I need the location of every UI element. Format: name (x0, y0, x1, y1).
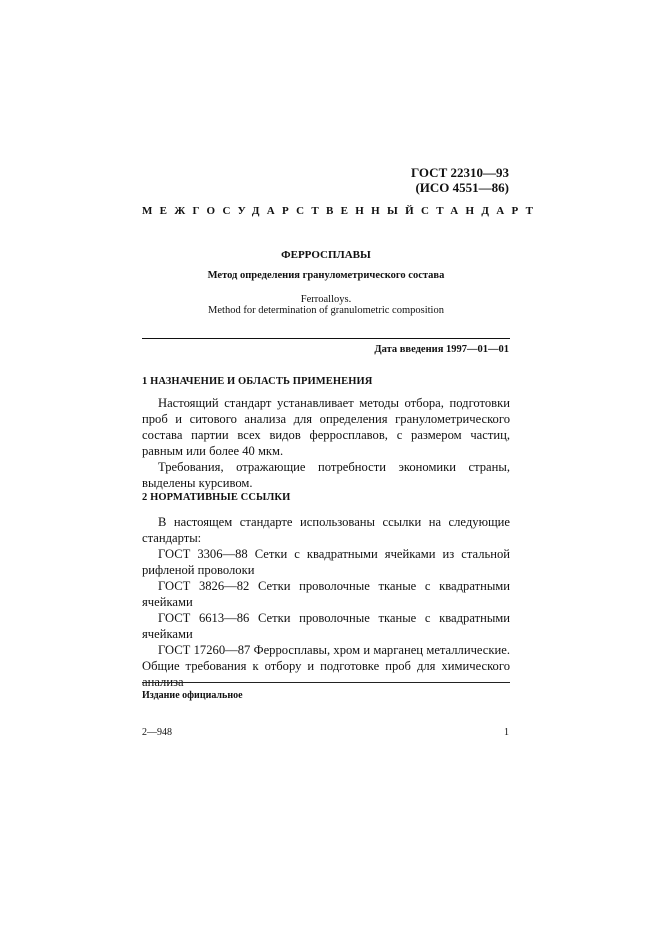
standard-number-block (411, 165, 509, 195)
section-1-paragraph-1: Настоящий стандарт устанавливает методы отбора, подготовки проб и ситового анализа для определения гранулометрического состава партии всех видов ферросплавов, с размером частиц, равным или более 40 мкм. (142, 396, 510, 458)
section-2-heading: 2 НОРМАТИВНЫЕ ССЫЛКИ (142, 492, 291, 503)
section-2-body (142, 514, 510, 690)
section-1-body (142, 395, 510, 491)
document-title: ФЕРРОСПЛАВЫ (281, 249, 371, 261)
interstate-standard-banner (142, 205, 541, 217)
official-edition-label: Издание официальное (142, 690, 243, 701)
standard-number: ГОСТ 22310—93 (410, 165, 509, 180)
footer-divider (142, 682, 510, 683)
english-subtitle: Method for determination of granulometric composition (208, 305, 444, 316)
reference-item: ГОСТ 3826—82 Сетки проволочные тканые с квадратными ячейками (142, 579, 510, 609)
section-1-paragraph-2: Требования, отражающие потребности экономики страны, выделены курсивом. (142, 460, 510, 490)
banner-word-2: СТАНДАРТ (420, 205, 541, 217)
sheet-code: 2—948 (142, 727, 172, 738)
page-number: 1 (504, 727, 509, 738)
title-divider (142, 338, 510, 339)
banner-word-1: МЕЖГОСУДАРСТВЕННЫЙ (142, 205, 421, 217)
document-subtitle: Метод определения гранулометрического состава (207, 270, 445, 281)
iso-number: (ИСО 4551—86) (415, 180, 509, 195)
reference-item: ГОСТ 6613—86 Сетки проволочные тканые с квадратными ячейками (142, 611, 510, 641)
reference-item: ГОСТ 17260—87 Ферросплавы, хром и марганец металлические. Общие требования к отбору и подготовке проб для химического анализа (142, 643, 510, 689)
introduction-date: Дата введения 1997—01—01 (374, 344, 509, 355)
section-1-heading: 1 НАЗНАЧЕНИЕ И ОБЛАСТЬ ПРИМЕНЕНИЯ (142, 376, 373, 387)
references-intro: В настоящем стандарте использованы ссылки на следующие стандарты: (142, 515, 510, 545)
reference-item: ГОСТ 3306—88 Сетки с квадратными ячейками из стальной рифленой проволоки (142, 547, 510, 577)
english-title: Ferroalloys. (300, 294, 352, 305)
